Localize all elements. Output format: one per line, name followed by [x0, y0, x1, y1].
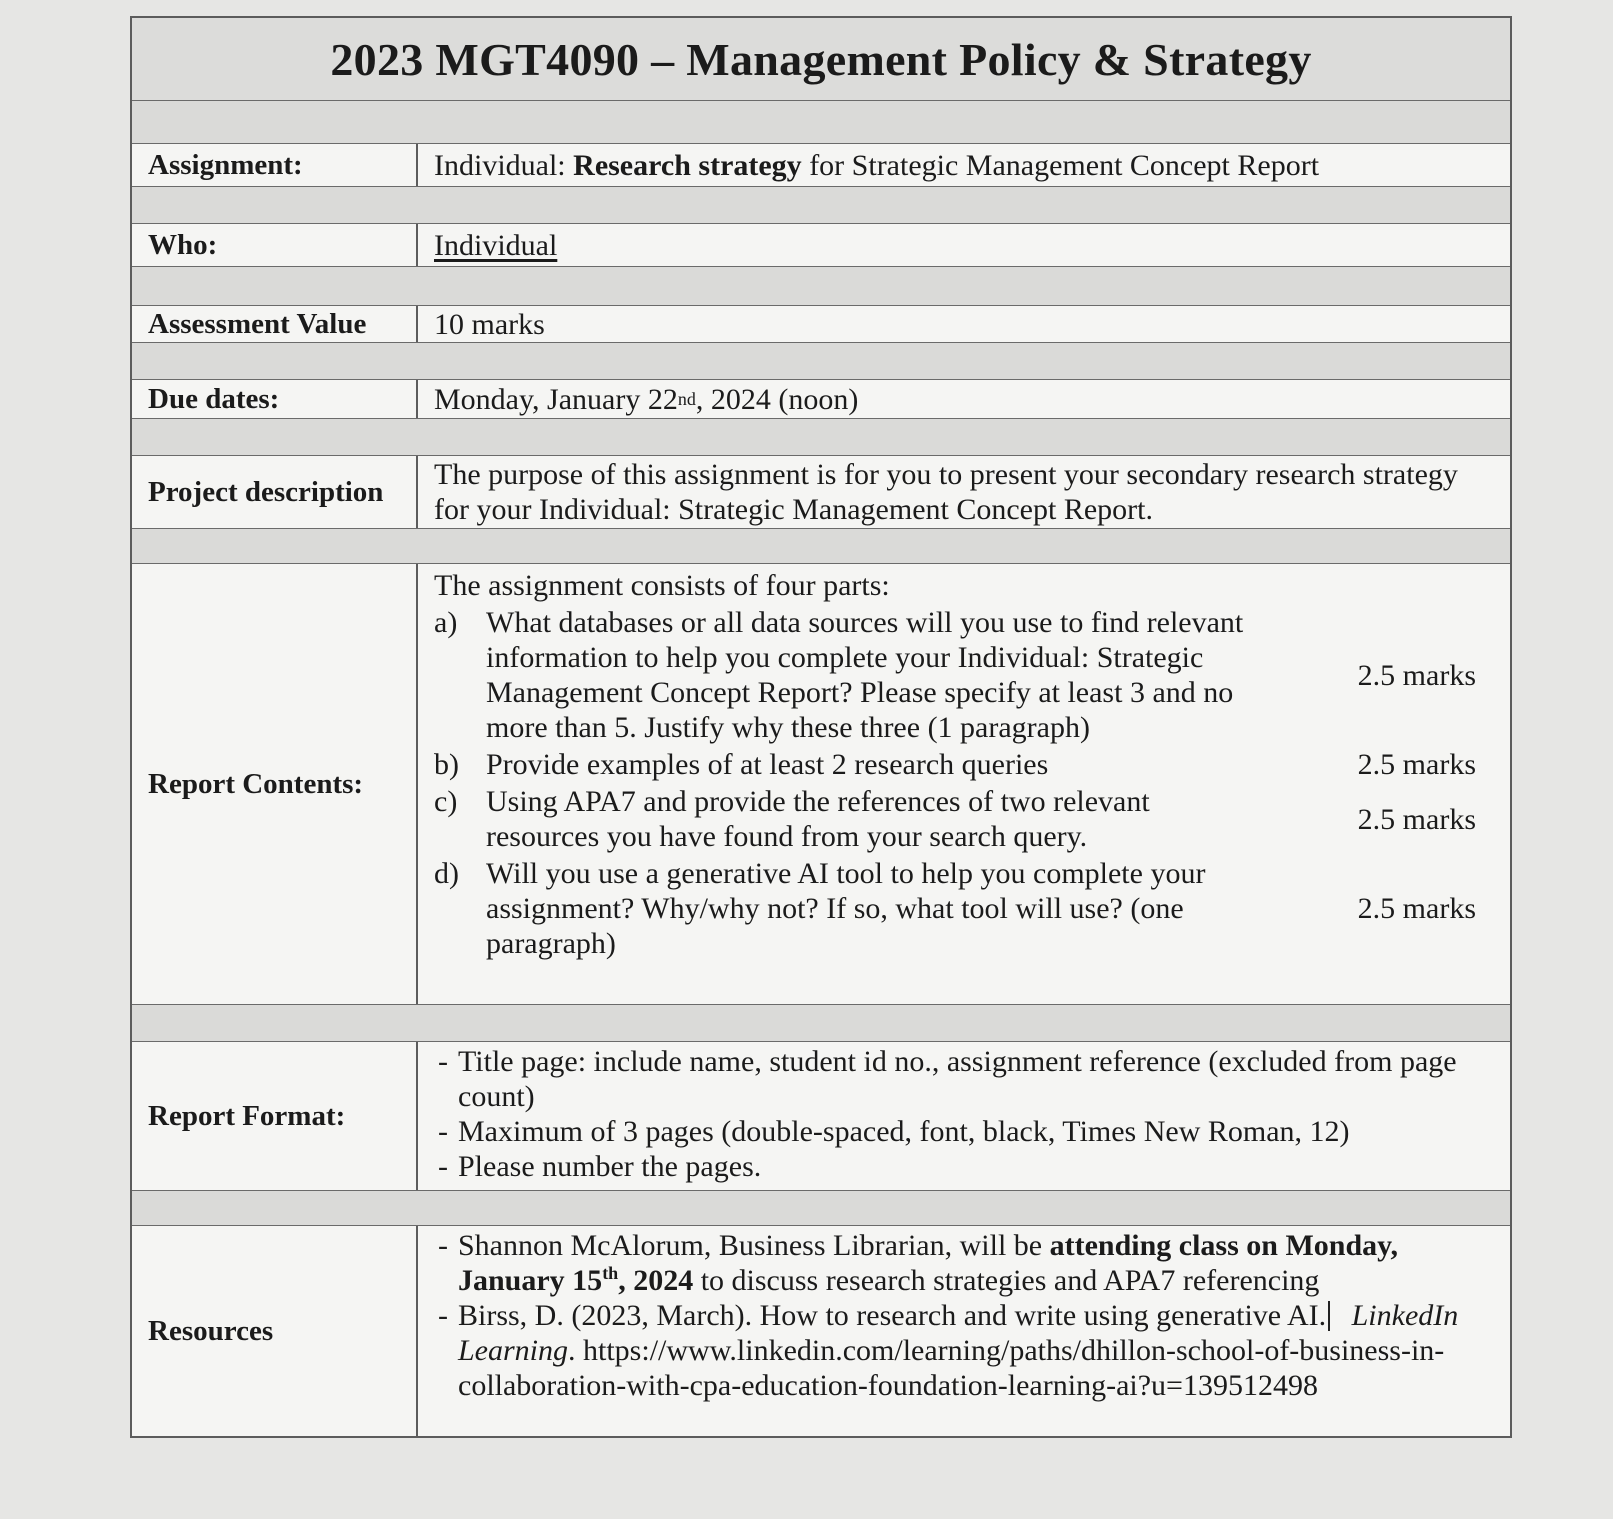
resources-label: Resources: [132, 1226, 418, 1436]
assignment-bold: Research strategy: [573, 148, 802, 182]
due-value: Monday, January 22 nd , 2024 (noon): [434, 382, 859, 416]
part-a: [434, 605, 1494, 745]
document-title: 2023 MGT4090 – Management Policy & Strategy: [132, 18, 1510, 101]
due-date: Monday, January 22: [434, 382, 678, 416]
part-marks: 2.5 marks: [1357, 802, 1476, 836]
list-item: - Maximum of 3 pages (double-spaced, font, black, Times New Roman, 12): [438, 1115, 1350, 1148]
contents-value: [418, 564, 1510, 1004]
spacer-row: [132, 419, 1510, 456]
part-d: [434, 856, 1494, 961]
part-c: [434, 784, 1494, 854]
assignment-value: [418, 144, 1510, 186]
part-marks: 2.5 marks: [1357, 658, 1476, 692]
assessment-row: [132, 306, 1510, 343]
part-text: Will you use a generative AI tool to help you complete your assignment? Why/why not? If so, what tool will use? (one paragraph): [486, 857, 1206, 960]
who-row: [132, 224, 1510, 267]
list-item: - Please number the pages.: [438, 1150, 762, 1183]
part-letter: c): [434, 785, 458, 818]
spacer-row: [132, 343, 1510, 380]
contents-intro: The assignment consists of four parts:: [434, 569, 890, 602]
part-letter: d): [434, 857, 459, 890]
assignment-prefix: Individual:: [434, 148, 574, 182]
part-b: [434, 747, 1494, 782]
list-item: - Shannon McAlorum, Business Librarian, will be attending class on Monday, January 15th, 2024 to discuss research strategies and APA7 referencing: [438, 1229, 1398, 1297]
list-item: - Birss, D. (2023, March). How to research and write using generative AI. LinkedIn Learning. https://www.linkedin.com/learning/paths/dhillon-school-of-business-in-collaboration-with-cpa-education-foundation-learning-ai?u=139512498: [438, 1299, 1459, 1402]
spacer-row: [132, 1191, 1510, 1226]
resource-link[interactable]: . https://www.linkedin.com/learning/paths/dhillon-school-of-business-in-collaboration-with-cpa-education-foundation-learning-ai?u=139512498: [458, 1334, 1445, 1402]
format-row: [132, 1042, 1510, 1191]
spacer-row: [132, 529, 1510, 564]
contents-label: Report Contents:: [132, 564, 418, 1004]
assessment-value: 10 marks: [434, 307, 545, 341]
spacer-row: [132, 267, 1510, 306]
project-value: The purpose of this assignment is for you to present your secondary research strategy for your Individual: Strategic Management Concept Report.: [434, 458, 1458, 526]
format-label: Report Format:: [132, 1042, 418, 1190]
resources-row: [132, 1226, 1510, 1436]
resources-list: [418, 1226, 1510, 1436]
spacer-row: [132, 187, 1510, 224]
part-text: What databases or all data sources will you use to find relevant information to help you complete your Individual: Strategic Management Concept Report? Please specify at least 3 and no more than 5. Justify why these three (1 paragraph): [486, 606, 1244, 744]
assignment-label: Assignment:: [132, 144, 418, 186]
part-marks: 2.5 marks: [1357, 892, 1476, 925]
assessment-label: Assessment Value: [132, 306, 418, 342]
part-text: Using APA7 and provide the references of two relevant resources you have found from your search query.: [486, 785, 1150, 853]
due-year: , 2024 (noon): [695, 382, 859, 416]
who-label: Who:: [132, 224, 418, 266]
format-list: [418, 1042, 1510, 1190]
assignment-suffix: for Strategic Management Concept Report: [801, 148, 1320, 182]
project-row: [132, 456, 1510, 529]
contents-parts: [434, 605, 1494, 961]
due-label: Due dates:: [132, 380, 418, 418]
part-marks: 2.5 marks: [1357, 748, 1476, 781]
text-cursor-icon: [1328, 1301, 1344, 1331]
contents-row: [132, 564, 1510, 1005]
part-text: Provide examples of at least 2 research queries: [486, 748, 1049, 781]
assignment-document: [130, 16, 1512, 1438]
project-label: Project description: [132, 456, 418, 528]
who-value: Individual: [434, 228, 558, 262]
due-row: [132, 380, 1510, 419]
spacer-row: [132, 1005, 1510, 1042]
list-item: - Title page: include name, student id no., assignment reference (excluded from page count): [438, 1045, 1457, 1113]
part-letter: b): [434, 748, 459, 781]
spacer-row: [132, 101, 1510, 144]
part-letter: a): [434, 606, 458, 639]
assignment-row: [132, 144, 1510, 187]
